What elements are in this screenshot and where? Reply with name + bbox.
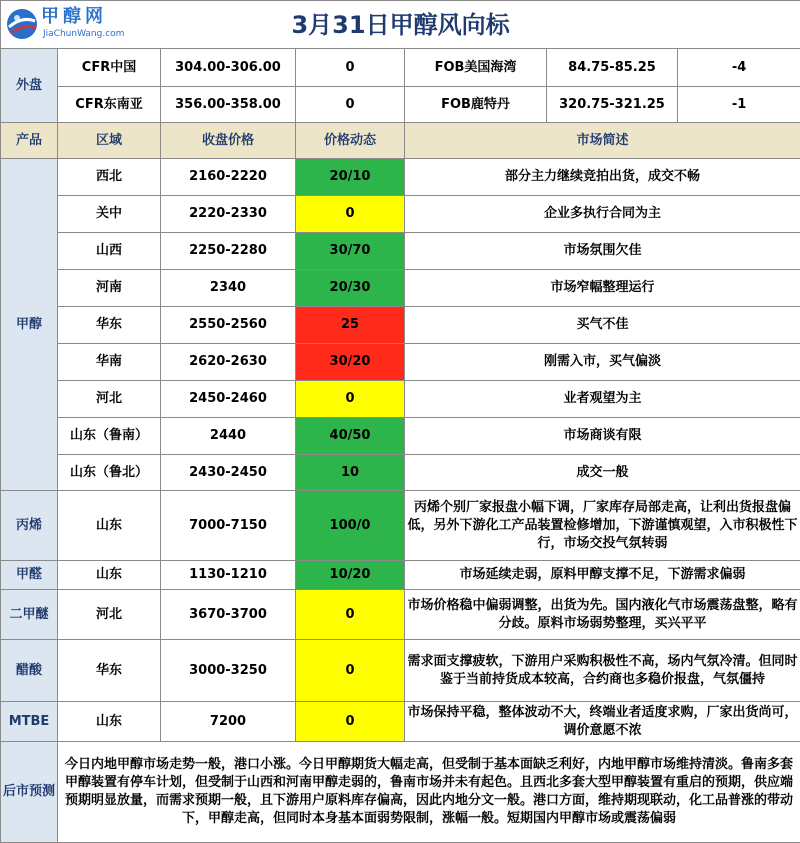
summary-cell: 成交一般	[405, 455, 800, 491]
summary-cell: 市场商谈有限	[405, 418, 800, 455]
price-cell: 3670-3700	[161, 590, 296, 640]
region-cell: 华东	[58, 640, 161, 702]
logo-chinese-name: 甲醇网	[41, 6, 107, 27]
globe-logo-icon	[5, 7, 39, 41]
table-row	[1, 640, 800, 702]
table-row	[1, 233, 800, 270]
region-cell: 山东（鲁南）	[58, 418, 161, 455]
summary-cell: 买气不佳	[405, 307, 800, 344]
site-logo	[5, 5, 123, 43]
title-bar	[1, 1, 800, 49]
table-row	[1, 270, 800, 307]
table-row	[1, 561, 800, 590]
column-header-change: 价格动态	[296, 123, 405, 159]
column-header-row	[1, 123, 800, 159]
table-row	[1, 418, 800, 455]
summary-cell: 市场价格稳中偏弱调整，出货为先。国内液化气市场震荡盘整，略有分歧。原料市场弱势整理，买兴平平	[405, 590, 800, 640]
logo-domain: JiaChunWang.com	[43, 29, 125, 39]
table-row	[1, 491, 800, 561]
change-cell: 30/70	[296, 233, 405, 270]
summary-cell: 刚需入市，买气偏淡	[405, 344, 800, 381]
external-label: 外盘	[1, 49, 58, 123]
region-cell: 山西	[58, 233, 161, 270]
external-right-price: 84.75-85.25	[547, 49, 678, 87]
change-cell: 0	[296, 702, 405, 742]
external-left-name: CFR中国	[58, 49, 161, 87]
region-cell: 华南	[58, 344, 161, 381]
region-cell: 河南	[58, 270, 161, 307]
table-row	[1, 381, 800, 418]
price-cell: 7200	[161, 702, 296, 742]
price-cell: 2340	[161, 270, 296, 307]
column-header-summary: 市场简述	[405, 123, 800, 159]
external-left-name: CFR东南亚	[58, 87, 161, 123]
price-cell: 2430-2450	[161, 455, 296, 491]
change-cell: 30/20	[296, 344, 405, 381]
summary-cell: 市场窄幅整理运行	[405, 270, 800, 307]
region-cell: 山东	[58, 561, 161, 590]
price-cell: 3000-3250	[161, 640, 296, 702]
external-left-change: 0	[296, 49, 405, 87]
table-row	[1, 590, 800, 640]
external-left-price: 356.00-358.00	[161, 87, 296, 123]
summary-cell: 业者观望为主	[405, 381, 800, 418]
change-cell: 0	[296, 196, 405, 233]
external-right-change: -4	[678, 49, 800, 87]
forecast-row	[1, 742, 800, 843]
region-cell: 关中	[58, 196, 161, 233]
product-cell: MTBE	[1, 702, 58, 742]
summary-cell: 需求面支撑疲软，下游用户采购积极性不高，场内气氛冷清。但同时鉴于当前持货成本较高，合约商也多稳价报盘，气氛僵持	[405, 640, 800, 702]
external-row	[1, 49, 800, 87]
summary-cell: 市场保持平稳，整体波动不大，终端业者适度求购，厂家出货尚可，调价意愿不浓	[405, 702, 800, 742]
change-cell: 0	[296, 381, 405, 418]
price-cell: 1130-1210	[161, 561, 296, 590]
price-cell: 2550-2560	[161, 307, 296, 344]
region-cell: 西北	[58, 159, 161, 196]
change-cell: 0	[296, 640, 405, 702]
region-cell: 河北	[58, 381, 161, 418]
external-left-price: 304.00-306.00	[161, 49, 296, 87]
external-left-change: 0	[296, 87, 405, 123]
summary-cell: 企业多执行合同为主	[405, 196, 800, 233]
summary-cell: 市场氛围欠佳	[405, 233, 800, 270]
region-cell: 山东	[58, 702, 161, 742]
table-row	[1, 344, 800, 381]
product-cell: 甲醛	[1, 561, 58, 590]
table-row	[1, 196, 800, 233]
change-cell: 20/10	[296, 159, 405, 196]
price-cell: 2220-2330	[161, 196, 296, 233]
price-cell: 2160-2220	[161, 159, 296, 196]
external-right-change: -1	[678, 87, 800, 123]
table-row	[1, 455, 800, 491]
region-cell: 山东	[58, 491, 161, 561]
product-cell: 二甲醚	[1, 590, 58, 640]
price-cell: 2450-2460	[161, 381, 296, 418]
change-cell: 25	[296, 307, 405, 344]
page-title: 3月31日甲醇风向标	[291, 10, 510, 39]
region-cell: 河北	[58, 590, 161, 640]
change-cell: 0	[296, 590, 405, 640]
summary-cell: 市场延续走弱，原料甲醇支撑不足，下游需求偏弱	[405, 561, 800, 590]
change-cell: 100/0	[296, 491, 405, 561]
external-right-name: FOB鹿特丹	[405, 87, 547, 123]
price-cell: 2620-2630	[161, 344, 296, 381]
price-cell: 2250-2280	[161, 233, 296, 270]
forecast-label: 后市预测	[1, 742, 58, 843]
column-header-region: 区域	[58, 123, 161, 159]
product-cell: 丙烯	[1, 491, 58, 561]
change-cell: 10	[296, 455, 405, 491]
external-right-price: 320.75-321.25	[547, 87, 678, 123]
price-cell: 7000-7150	[161, 491, 296, 561]
table-row	[1, 702, 800, 742]
forecast-text: 今日内地甲醇市场走势一般，港口小涨。今日甲醇期货大幅走高，但受制于基本面缺乏利好，内地甲醇市场维持清淡。鲁南多套甲醇装置有停车计划，但受制于山西和河南甲醇走弱的，鲁南市场并未有起色。且西北多套大型甲醇装置有重启的预期，供应端预期明显放量，而需求预期一般，且下游用户原料库存偏高，因此内地分文一般。港口方面，维持期现联动，化工品普涨的带动下，甲醇走高，但同时本身基本面弱势限制，涨幅一般。短期国内甲醇市场或震荡偏弱	[58, 742, 800, 843]
column-header-price: 收盘价格	[161, 123, 296, 159]
summary-cell: 部分主力继续竞拍出货，成交不畅	[405, 159, 800, 196]
change-cell: 10/20	[296, 561, 405, 590]
region-cell: 山东（鲁北）	[58, 455, 161, 491]
region-cell: 华东	[58, 307, 161, 344]
external-row	[1, 87, 800, 123]
product-methanol: 甲醇	[1, 159, 58, 491]
price-cell: 2440	[161, 418, 296, 455]
change-cell: 20/30	[296, 270, 405, 307]
column-header-product: 产品	[1, 123, 58, 159]
table-row	[1, 307, 800, 344]
product-cell: 醋酸	[1, 640, 58, 702]
change-cell: 40/50	[296, 418, 405, 455]
summary-cell: 丙烯个别厂家报盘小幅下调，厂家库存局部走高，让利出货报盘偏低，另外下游化工产品装置检修增加，下游谨慎观望，入市积极性下行，市场交投气氛转弱	[405, 491, 800, 561]
external-right-name: FOB美国海湾	[405, 49, 547, 87]
table-row	[1, 159, 800, 196]
